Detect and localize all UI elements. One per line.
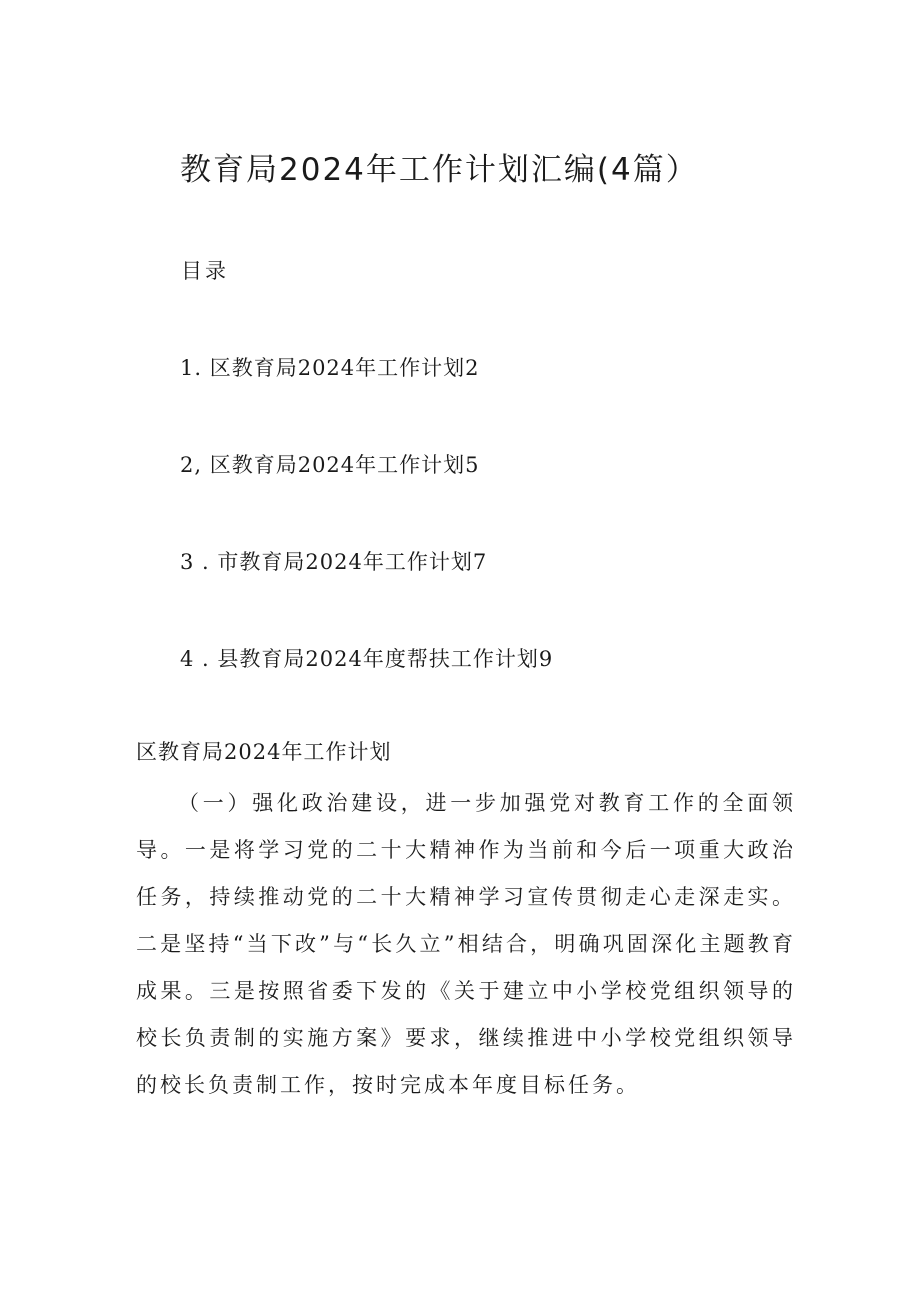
toc-item-1: 1. 区教育局2024年工作计划2 [180,356,480,380]
section-title: 区教育局2024年工作计划 [136,740,392,764]
toc-item-3: 3 . 市教育局2024年工作计划7 [180,550,488,574]
table-of-contents [180,350,800,738]
body-paragraph: （一）强化政治建设，进一步加强党对教育工作的全面领导。一是将学习党的二十大精神作为当前和今后一项重大政治任务，持续推动党的二十大精神学习宣传贯彻走心走深走实。二是坚持“当下改”与“长久立”相结合，明确巩固深化主题教育成果。三是按照省委下发的《关于建立中小学校党组织领导的校长负责制的实施方案》要求，继续推进中小学校党组织领导的校长负责制工作，按时完成本年度目标任务。 [136,791,796,1097]
toc-item-4: 4 . 县教育局2024年度帮扶工作计划9 [180,647,554,671]
toc-heading: 目录 [181,259,229,283]
document-title: 教育局2024年工作计划汇编(4篇） [180,152,699,188]
toc-item-2: 2, 区教育局2024年工作计划5 [180,453,480,477]
